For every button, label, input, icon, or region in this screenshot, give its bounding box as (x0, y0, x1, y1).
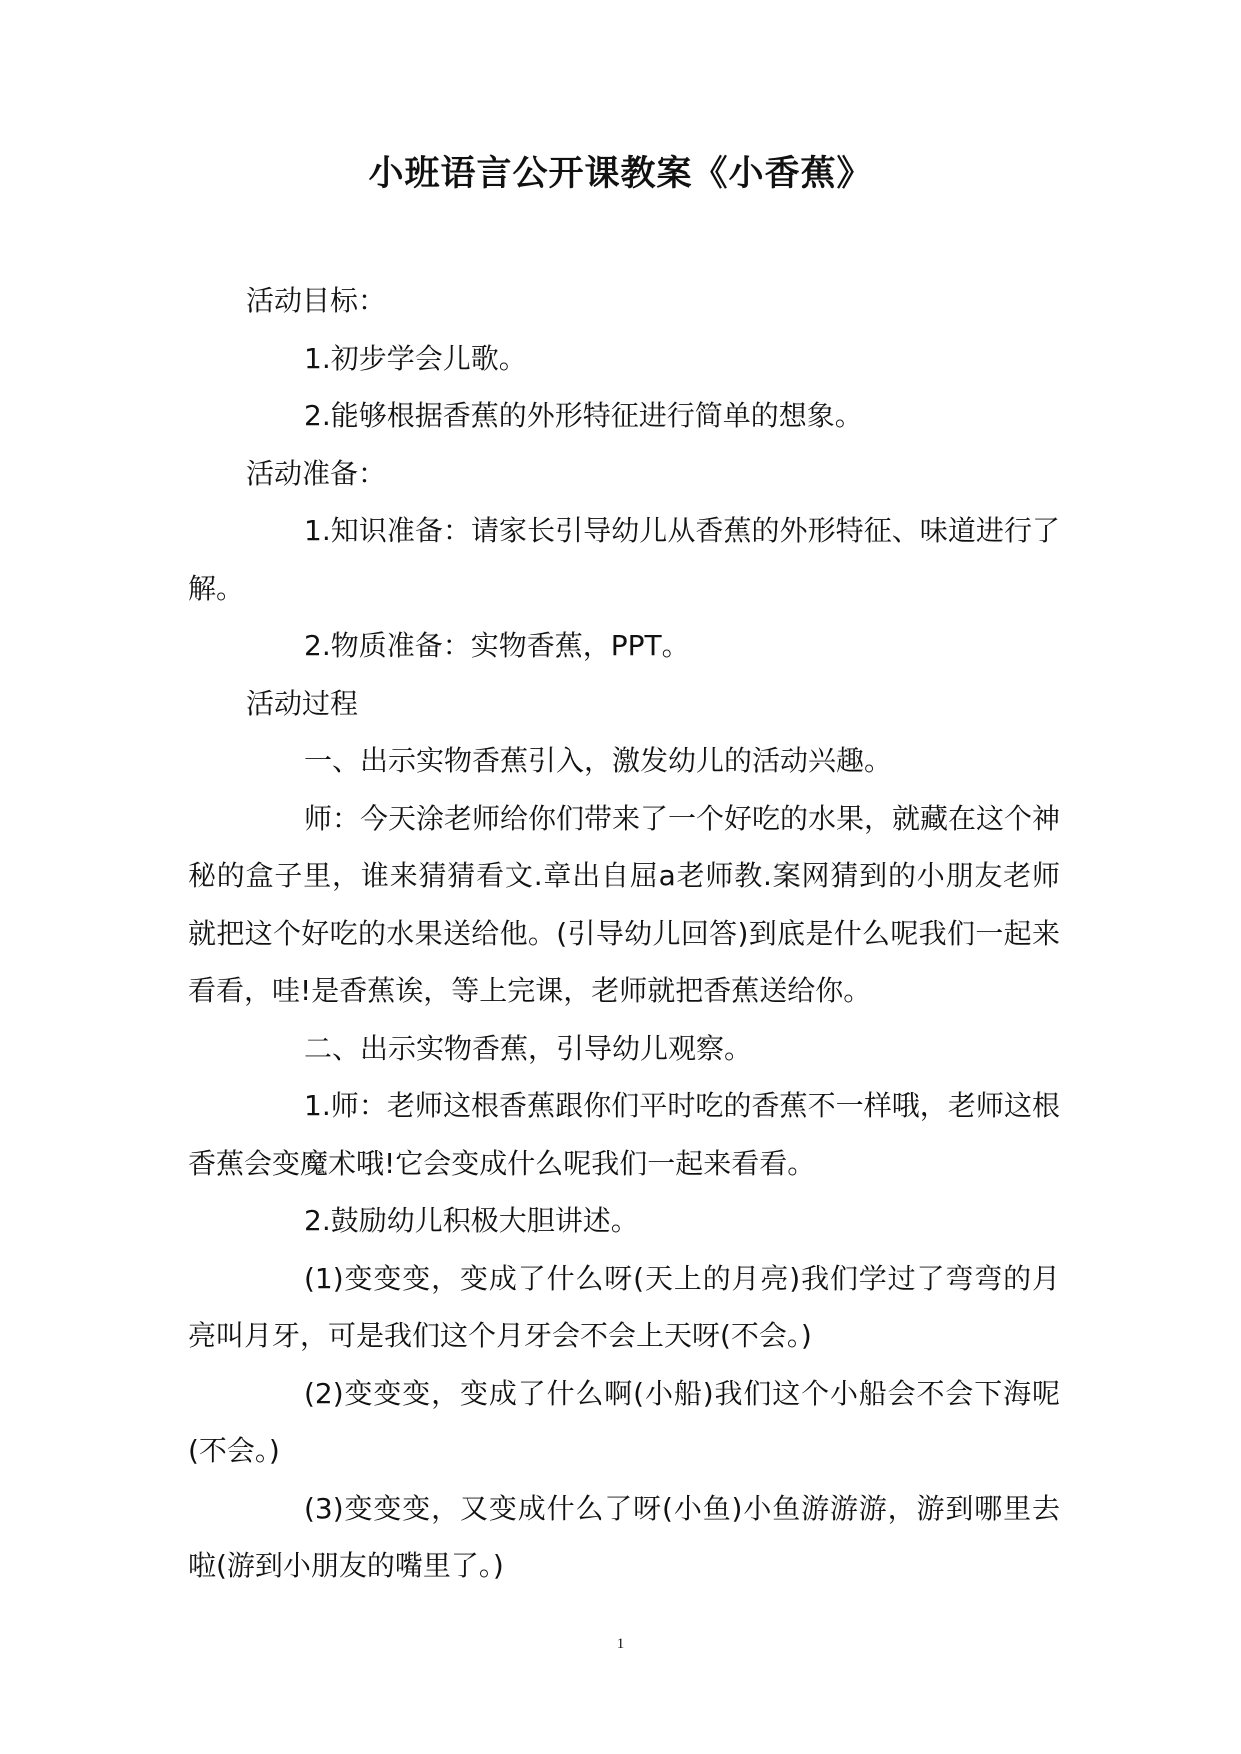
document-body (188, 272, 1060, 1595)
paragraph: 一、出示实物香蕉引入，激发幼儿的活动兴趣。 (304, 744, 893, 777)
section-heading-process: 活动过程 (246, 686, 359, 720)
paragraph: 二、出示实物香蕉，引导幼儿观察。 (304, 1031, 753, 1065)
paragraph: 2.鼓励幼儿积极大胆讲述。 (304, 1204, 639, 1237)
paragraph: (2)变变变，变成了什么啊(小船)我们这个小船会不会下海呢(不会。) (188, 1376, 1060, 1467)
paragraph: 2.物质准备：实物香蕉，PPT。 (304, 629, 690, 662)
paragraph: 师：今天涂老师给你们带来了一个好吃的水果，就藏在这个神秘的盒子里，谁来猜猜看文.章出自屈a老师教.案网猜到的小朋友老师就把这个好吃的水果送给他。(引导幼儿回答)到底是什么呢我们一起来看看，哇!是香蕉诶，等上完课，老师就把香蕉送给你。 (188, 801, 1061, 1007)
document-title: 小班语言公开课教案《小香蕉》 (368, 153, 873, 194)
section-heading-preparation: 活动准备： (246, 456, 387, 490)
paragraph: 1.初步学会儿歌。 (304, 341, 527, 375)
paragraph: 2.能够根据香蕉的外形特征进行简单的想象。 (304, 399, 863, 432)
paragraph: 1.师：老师这根香蕉跟你们平时吃的香蕉不一样哦，老师这根香蕉会变魔术哦!它会变成什么呢我们一起来看看。 (188, 1089, 1060, 1180)
paragraph: (1)变变变，变成了什么呀(天上的月亮)我们学过了弯弯的月亮叫月牙，可是我们这个月牙会不会上天呀(不会。) (188, 1261, 1060, 1352)
paragraph: 1.知识准备：请家长引导幼儿从香蕉的外形特征、味道进行了解。 (188, 514, 1060, 605)
page-number: 1 (616, 1636, 625, 1652)
paragraph: (3)变变变，又变成什么了呀(小鱼)小鱼游游游，游到哪里去啦(游到小朋友的嘴里了。) (188, 1491, 1060, 1582)
section-heading-goals: 活动目标： (246, 284, 387, 317)
